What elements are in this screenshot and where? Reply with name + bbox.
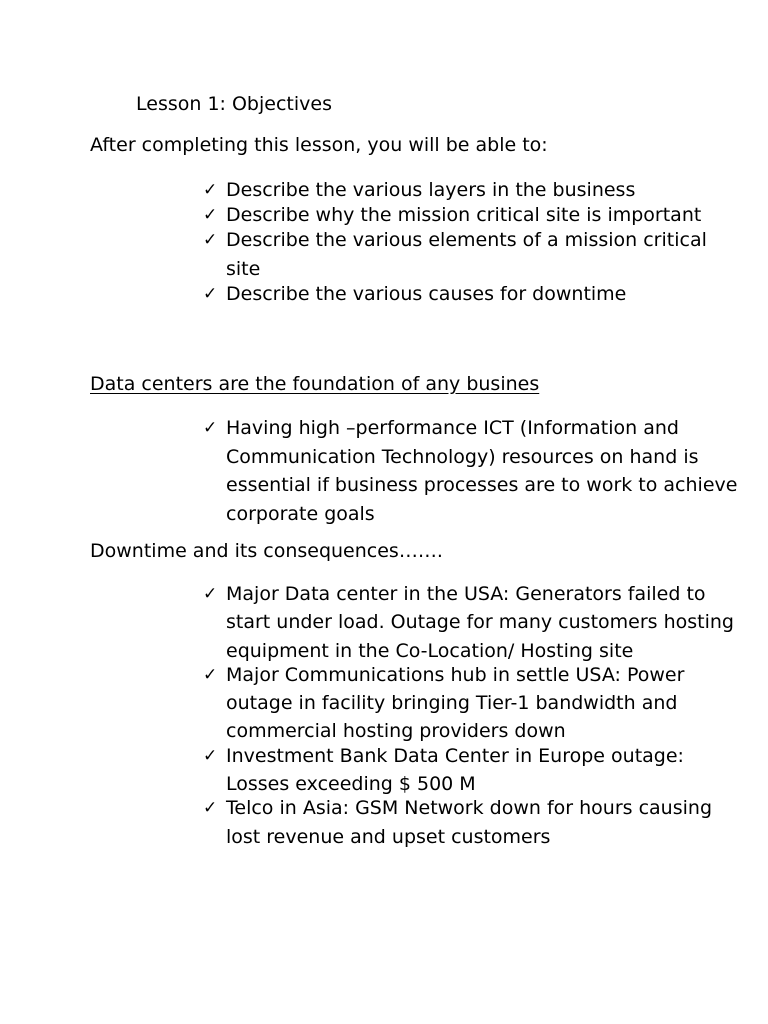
downtime-list <box>203 580 743 847</box>
objectives-list <box>203 176 743 305</box>
data-centers-list <box>203 414 743 528</box>
section-heading-data-centers: Data centers are the foundation of any busines <box>90 373 540 395</box>
checkmark-icon: ✓ <box>203 284 218 304</box>
checkmark-icon: ✓ <box>203 205 218 225</box>
checkmark-icon: ✓ <box>203 798 218 819</box>
section-heading-downtime: Downtime and its consequences……. <box>90 540 443 562</box>
checkmark-icon: ✓ <box>203 418 218 438</box>
checkmark-icon: ✓ <box>203 180 218 200</box>
checkmark-icon: ✓ <box>203 664 218 685</box>
list-item-text: Having high –performance ICT (Information and Communication Technology) resources on hand is essential if business processes are to work to achieve corporate goals <box>226 417 738 525</box>
list-item-text: Describe why the mission critical site is important <box>226 204 702 226</box>
list-item-text: Telco in Asia: GSM Network down for hours causing lost revenue and upset customers <box>226 797 713 848</box>
list-item-text: Describe the various layers in the business <box>226 179 636 201</box>
list-item-text: Describe the various causes for downtime <box>226 283 627 305</box>
list-item <box>203 794 743 851</box>
checkmark-icon: ✓ <box>203 230 218 250</box>
list-item-text: Major Data center in the USA: Generators failed to start under load. Outage for many customers hosting equipment in the Co-Location/ Hosting site <box>226 583 734 662</box>
lesson-title: Lesson 1: Objectives <box>136 93 332 115</box>
list-item-text: Describe the various elements of a mission critical site <box>226 229 707 280</box>
list-item-text: Investment Bank Data Center in Europe outage: Losses exceeding $ 500 M <box>226 744 684 796</box>
intro-text: After completing this lesson, you will be able to: <box>90 134 548 156</box>
list-item <box>203 226 743 284</box>
list-item <box>203 742 743 799</box>
list-item-text: Major Communications hub in settle USA: Power outage in facility bringing Tier-1 bandwidth and commercial hosting providers down <box>226 663 685 743</box>
list-item <box>203 661 743 746</box>
list-item <box>203 414 743 528</box>
checkmark-icon: ✓ <box>203 584 218 604</box>
list-item <box>203 280 743 309</box>
list-item <box>203 580 743 665</box>
checkmark-icon: ✓ <box>203 745 218 766</box>
